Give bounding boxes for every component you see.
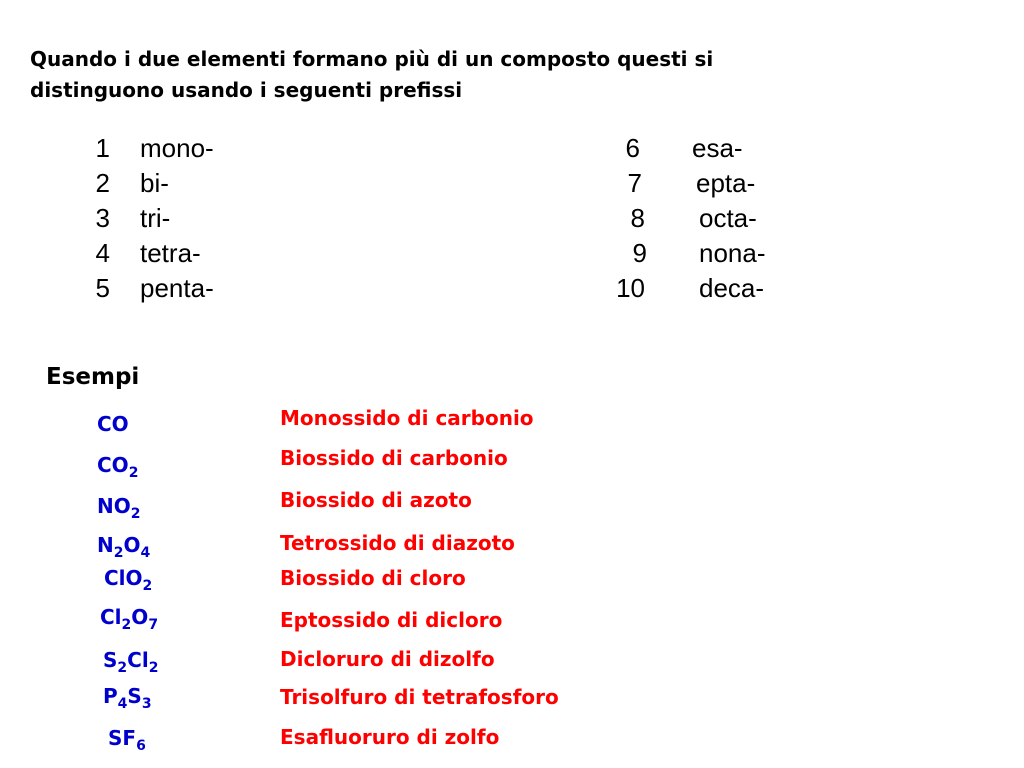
formula-subscript: 2 xyxy=(142,578,153,594)
prefix-number: 6 xyxy=(625,133,640,163)
formula-symbol: Cl xyxy=(100,605,122,629)
prefix-word: epta- xyxy=(696,168,756,198)
formula-clo2 xyxy=(104,566,153,594)
formula-subscript: 6 xyxy=(136,738,146,754)
examples-heading: Esempi xyxy=(46,364,140,390)
formula-subscript: 2 xyxy=(113,545,124,561)
formula-s2cl2 xyxy=(103,648,159,676)
formula-subscript: 4 xyxy=(140,545,151,561)
compound-name: Dicloruro di dizolfo xyxy=(280,647,495,671)
prefix-word: mono- xyxy=(140,133,214,163)
formula-subscript: 2 xyxy=(130,506,141,522)
formula-no2 xyxy=(97,494,141,522)
formula-symbol: N xyxy=(97,533,114,557)
formula-symbol: S xyxy=(103,648,118,672)
prefix-number: 3 xyxy=(95,203,110,233)
intro-line-1: Quando i due elementi formano più di un composto questi si xyxy=(30,47,714,71)
formula-subscript: 2 xyxy=(128,465,139,481)
formula-sf6 xyxy=(108,726,146,754)
formula-symbol: NO xyxy=(97,494,131,518)
compound-name: Trisolfuro di tetrafosforo xyxy=(280,685,559,709)
formula-symbol: P xyxy=(103,684,118,708)
intro-text xyxy=(30,44,910,106)
prefix-word: bi- xyxy=(140,168,169,198)
formula-subscript: 7 xyxy=(148,617,159,633)
prefix-word: penta- xyxy=(140,273,214,303)
prefix-word: tri- xyxy=(140,203,171,233)
prefix-number: 8 xyxy=(630,203,645,233)
prefix-word: octa- xyxy=(699,203,757,233)
formula-p4s3 xyxy=(103,684,152,712)
compound-name: Esafluoruro di zolfo xyxy=(280,725,500,749)
compound-name: Monossido di carbonio xyxy=(280,406,534,430)
formula-symbol: CO xyxy=(97,412,129,436)
prefix-number: 1 xyxy=(95,133,110,163)
prefix-number: 7 xyxy=(627,168,642,198)
formula-symbol: O xyxy=(123,533,141,557)
compound-name: Biossido di carbonio xyxy=(280,446,508,470)
formula-co2 xyxy=(97,453,139,481)
formula-symbol: ClO xyxy=(104,566,143,590)
intro-line-2: distinguono usando i seguenti prefissi xyxy=(30,78,463,102)
prefix-word: tetra- xyxy=(140,238,201,268)
formula-n2o4 xyxy=(97,533,151,561)
formula-symbol: CO xyxy=(97,453,129,477)
prefix-word: deca- xyxy=(699,273,765,303)
prefix-word: esa- xyxy=(692,133,743,163)
formula-subscript: 4 xyxy=(117,696,128,712)
formula-symbol: S xyxy=(127,684,142,708)
prefix-number: 9 xyxy=(632,238,647,268)
formula-symbol: SF xyxy=(108,726,137,750)
prefix-number: 10 xyxy=(616,273,645,303)
compound-name: Biossido di azoto xyxy=(280,488,472,512)
formula-subscript: 2 xyxy=(121,617,132,633)
formula-subscript: 2 xyxy=(148,660,159,676)
formula-cl2o7 xyxy=(100,605,159,633)
formula-symbol: Cl xyxy=(127,648,149,672)
compound-name: Eptossido di dicloro xyxy=(280,608,503,632)
formula-co xyxy=(97,412,129,436)
compound-name: Tetrossido di diazoto xyxy=(280,531,515,555)
formula-subscript: 3 xyxy=(141,696,152,712)
prefix-number: 2 xyxy=(95,168,110,198)
prefix-number: 4 xyxy=(95,238,110,268)
prefix-number: 5 xyxy=(95,273,110,303)
formula-symbol: O xyxy=(131,605,149,629)
compound-name: Biossido di cloro xyxy=(280,566,466,590)
formula-subscript: 2 xyxy=(117,660,128,676)
prefix-word: nona- xyxy=(699,238,766,268)
